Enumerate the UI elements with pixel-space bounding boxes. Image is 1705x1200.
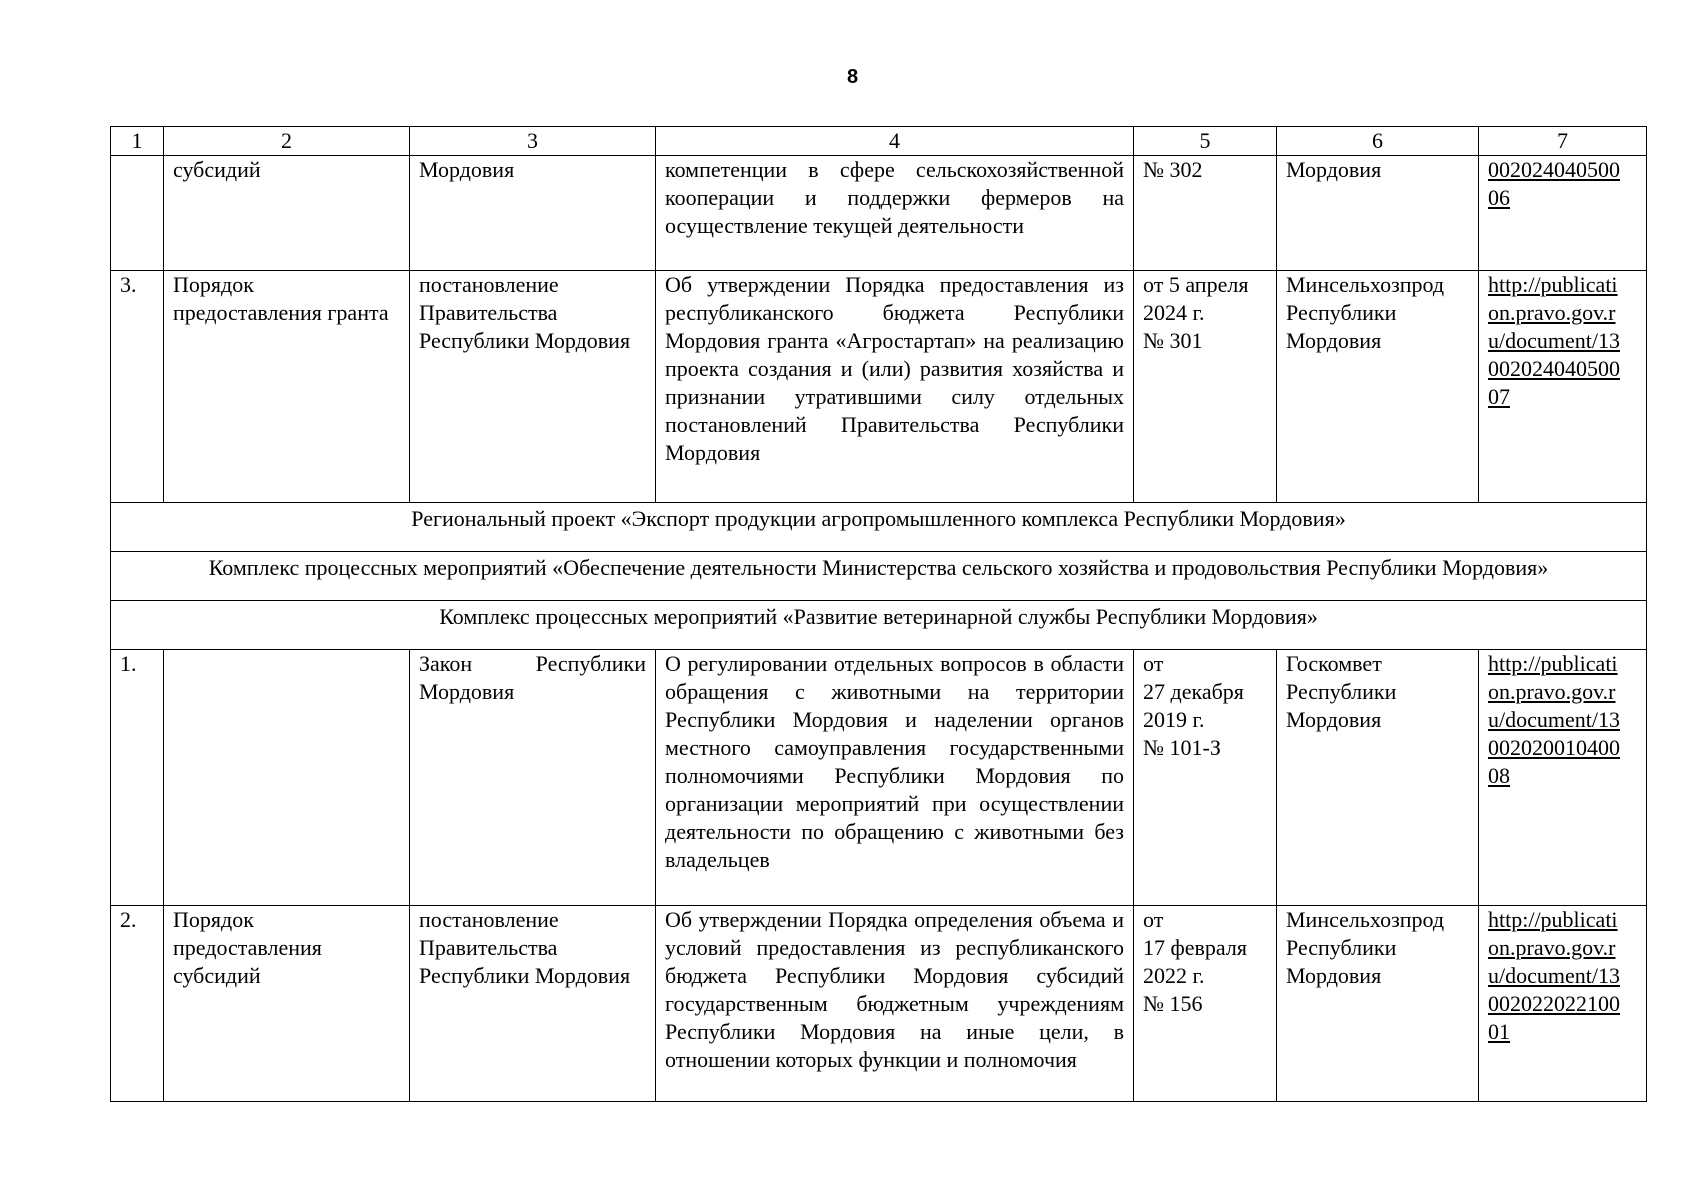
act-link-line[interactable]: u/document/13 [1488, 963, 1620, 988]
act-organization [1277, 906, 1479, 1102]
act-type: Порядок предоставления гранта [164, 271, 410, 503]
section-heading-row [111, 503, 1647, 552]
legal-acts-table [110, 126, 1647, 1102]
act-form: Закон Республики Мордовия [410, 650, 656, 906]
act-organization [1277, 156, 1479, 271]
act-date-line: 2024 г. [1143, 300, 1205, 325]
header-cell: 6 [1277, 127, 1479, 156]
act-title: Об утверждении Порядка предоставления из республиканского бюджета Республики Мордовия гранта «Агростартап» на реализацию проекта создания и (или) развития хозяйства и признании утратившими силу отдельных постановлений Правительства Республики Мордовия [656, 271, 1134, 503]
act-organization-line: Минсельхозпрод [1286, 272, 1445, 297]
act-date [1134, 271, 1277, 503]
header-cell: 3 [410, 127, 656, 156]
row-number [111, 156, 164, 271]
act-link[interactable] [1479, 156, 1647, 271]
table-row [111, 906, 1647, 1102]
act-link-line[interactable]: 002020010400 [1488, 735, 1620, 760]
row-number: 3. [111, 271, 164, 503]
act-organization [1277, 271, 1479, 503]
act-link[interactable] [1479, 271, 1647, 503]
act-link-line[interactable]: on.pravo.gov.r [1488, 679, 1616, 704]
act-organization-line: Госкомвет [1286, 651, 1382, 676]
act-link-line[interactable]: http://publicati [1488, 907, 1618, 932]
act-link-line[interactable]: on.pravo.gov.r [1488, 300, 1616, 325]
act-date-line: от 5 апреля [1143, 272, 1249, 297]
act-link-line[interactable]: on.pravo.gov.r [1488, 935, 1616, 960]
act-organization-line: Республики [1286, 300, 1397, 325]
act-organization-line: Мордовия [1286, 157, 1382, 182]
act-date-line: № 101-З [1143, 735, 1221, 760]
table-row [111, 650, 1647, 906]
act-link-line[interactable]: 002024040500 [1488, 356, 1620, 381]
act-link-line[interactable]: 01 [1488, 1019, 1510, 1044]
act-date-line: от [1143, 907, 1164, 932]
act-title: О регулировании отдельных вопросов в области обращения с животными на территории Республики Мордовия и наделении органов местного самоуправления государственными полномочиями Республики Мордовия по организации мероприятий при осуществлении деятельности по обращению с животными без владельцев [656, 650, 1134, 906]
act-date-line: 2019 г. [1143, 707, 1205, 732]
header-cell: 1 [111, 127, 164, 156]
header-cell: 7 [1479, 127, 1647, 156]
act-form: постановление Правительства Республики Мордовия [410, 906, 656, 1102]
act-date-line: № 156 [1143, 991, 1203, 1016]
act-organization [1277, 650, 1479, 906]
row-number: 1. [111, 650, 164, 906]
act-link-line[interactable]: u/document/13 [1488, 707, 1620, 732]
act-date-line: 27 декабря [1143, 679, 1244, 704]
act-organization-line: Минсельхозпрод [1286, 907, 1445, 932]
section-heading: Региональный проект «Экспорт продукции агропромышленного комплекса Республики Мордовия» [111, 503, 1647, 552]
header-cell: 2 [164, 127, 410, 156]
header-cell: 5 [1134, 127, 1277, 156]
act-form: Мордовия [410, 156, 656, 271]
act-date [1134, 650, 1277, 906]
section-heading-row [111, 552, 1647, 601]
act-link[interactable] [1479, 906, 1647, 1102]
act-date-line: 17 февраля [1143, 935, 1247, 960]
header-row [111, 127, 1647, 156]
act-type: Порядок предоставления субсидий [164, 906, 410, 1102]
act-date [1134, 906, 1277, 1102]
section-heading-row [111, 601, 1647, 650]
table-row [111, 271, 1647, 503]
act-date-line: от [1143, 651, 1164, 676]
section-heading: Комплекс процессных мероприятий «Развитие ветеринарной службы Республики Мордовия» [111, 601, 1647, 650]
act-link-line[interactable]: 002022022100 [1488, 991, 1620, 1016]
act-organization-line: Мордовия [1286, 328, 1382, 353]
act-organization-line: Мордовия [1286, 707, 1382, 732]
act-link-line[interactable]: http://publicati [1488, 272, 1618, 297]
section-heading: Комплекс процессных мероприятий «Обеспечение деятельности Министерства сельского хозяйства и продовольствия Республики Мордовия» [111, 552, 1647, 601]
act-link-line[interactable]: 06 [1488, 185, 1510, 210]
act-title: Об утверждении Порядка определения объема и условий предоставления из республиканского бюджета Республики Мордовия субсидий государственным бюджетным учреждениям Республики Мордовия на иные цели, в отношении которых функции и полномочия [656, 906, 1134, 1102]
act-date [1134, 156, 1277, 271]
act-organization-line: Республики [1286, 935, 1397, 960]
act-link-line[interactable]: 002024040500 [1488, 157, 1620, 182]
act-type: субсидий [164, 156, 410, 271]
table-row [111, 156, 1647, 271]
act-form: постановление Правительства Республики Мордовия [410, 271, 656, 503]
act-organization-line: Мордовия [1286, 963, 1382, 988]
row-number: 2. [111, 906, 164, 1102]
act-link-line[interactable]: u/document/13 [1488, 328, 1620, 353]
act-link[interactable] [1479, 650, 1647, 906]
act-link-line[interactable]: 07 [1488, 384, 1510, 409]
header-cell: 4 [656, 127, 1134, 156]
act-date-line: № 301 [1143, 328, 1203, 353]
act-link-line[interactable]: 08 [1488, 763, 1510, 788]
act-title: компетенции в сфере сельскохозяйственной кооперации и поддержки фермеров на осуществление текущей деятельности [656, 156, 1134, 271]
act-type [164, 650, 410, 906]
act-organization-line: Республики [1286, 679, 1397, 704]
act-date-line: 2022 г. [1143, 963, 1205, 988]
act-date-line: № 302 [1143, 157, 1203, 182]
page-number: 8 [846, 66, 859, 88]
act-link-line[interactable]: http://publicati [1488, 651, 1618, 676]
